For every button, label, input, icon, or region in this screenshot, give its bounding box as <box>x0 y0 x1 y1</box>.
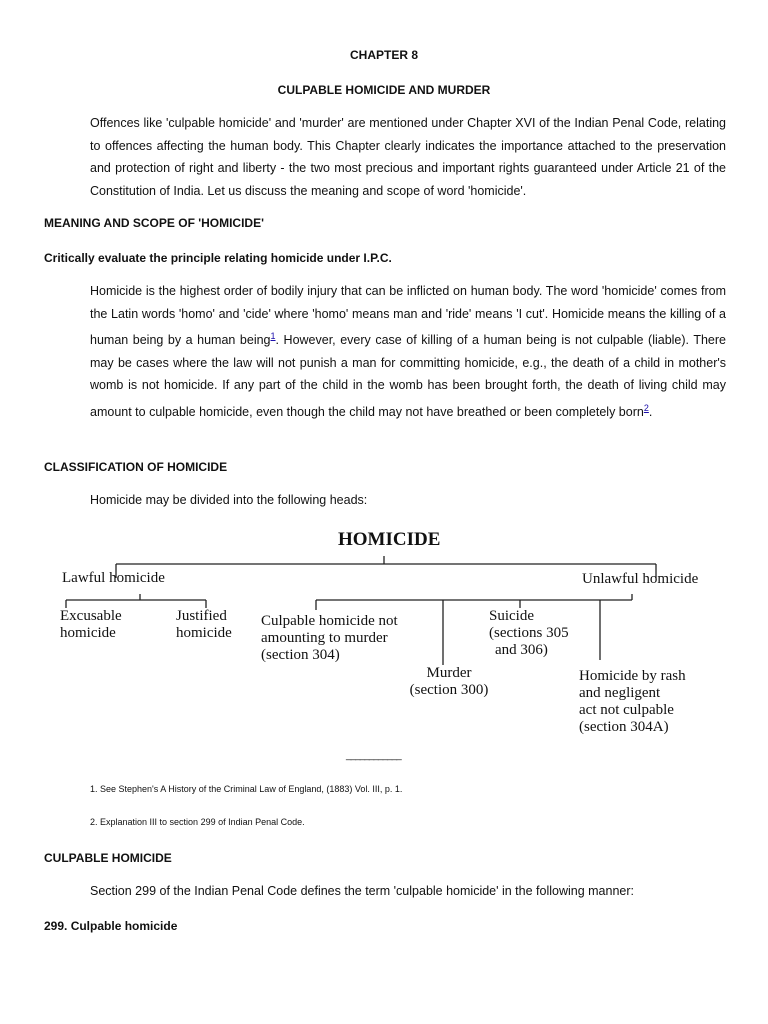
footnote-1: 1. See Stephen's A History of the Criminal Law of England, (1883) Vol. III, p. 1. <box>90 784 403 794</box>
justified-line-2: homicide <box>176 625 232 641</box>
homicide-text-b: . However, every case of killing of a human being is not culpable (liable). There may be cases where the law will not punish a man for committing homicide, e.g., the death of a child in mother's womb is not homicide. If any part of the child in the womb has been brought forth, the death of living child may amount to culpable homicide, even though the child may not have breathed or been completely born <box>90 333 726 419</box>
excusable-line-1: Excusable <box>60 608 122 624</box>
question-heading: Critically evaluate the principle relating homicide under I.P.C. <box>44 251 392 265</box>
rash-line-3: act not culpable <box>579 702 674 718</box>
diagram-lawful-homicide: Lawful homicide <box>62 570 165 586</box>
suicide-line-2: (sections 305 <box>489 625 569 641</box>
diagram-justified-homicide <box>176 608 232 642</box>
footnote-link-1[interactable]: 1 <box>270 331 276 341</box>
homicide-paragraph <box>90 280 726 423</box>
intro-paragraph: Offences like 'culpable homicide' and 'murder' are mentioned under Chapter XVI of the Indian Penal Code, relating to offences affecting the human body. This Chapter clearly indicates the importance attached to the preservation and protection of right and liberty - the two most precious and important rights guaranteed under Article 21 of the Constitution of India. Let us discuss the meaning and scope of word 'homicide'. <box>90 116 726 198</box>
rash-line-2: and negligent <box>579 685 661 701</box>
diagram-suicide <box>489 608 569 659</box>
diagram-murder <box>406 665 492 699</box>
diagram-culpable-not-murder <box>261 613 398 664</box>
footnote-link-2[interactable]: 2 <box>643 402 649 413</box>
murder-line-2: (section 300) <box>409 682 489 698</box>
section-heading-classification: CLASSIFICATION OF HOMICIDE <box>44 460 228 474</box>
chapter-title: CULPABLE HOMICIDE AND MURDER <box>277 83 491 97</box>
murder-line-1: Murder <box>426 665 472 681</box>
culpable-intro: Section 299 of the Indian Penal Code defines the term 'culpable homicide' in the following manner: <box>90 884 635 898</box>
diagram-excusable-homicide <box>60 608 122 642</box>
rash-line-1: Homicide by rash <box>579 668 686 684</box>
excusable-line-2: homicide <box>60 625 116 641</box>
culpable-line-1: Culpable homicide not <box>261 613 398 629</box>
suicide-line-3: and 306) <box>495 642 548 658</box>
homicide-classification-diagram <box>0 520 768 750</box>
homicide-text-a: Homicide is the highest order of bodily injury that can be inflicted on human body. The word 'homicide' comes from the Latin words 'homo' and 'cide' where 'homo' means man and 'ride' means 'I cut'. Homicide means the killing of a human being by a human being <box>90 284 726 348</box>
rash-line-4: (section 304A) <box>579 719 669 735</box>
suicide-line-1: Suicide <box>489 608 534 624</box>
chapter-number: CHAPTER 8 <box>349 48 418 62</box>
diagram-unlawful-homicide: Unlawful homicide <box>582 571 699 587</box>
section-heading-meaning: MEANING AND SCOPE OF 'HOMICIDE' <box>44 216 264 230</box>
justified-line-1: Justified <box>176 608 227 624</box>
section-299-heading: 299. Culpable homicide <box>44 919 178 933</box>
section-heading-culpable: CULPABLE HOMICIDE <box>44 851 172 865</box>
footnote-2: 2. Explanation III to section 299 of Indian Penal Code. <box>90 817 305 827</box>
footnote-separator: ____________ <box>346 750 401 761</box>
culpable-line-2: amounting to murder <box>261 630 388 646</box>
culpable-line-3: (section 304) <box>261 647 340 663</box>
diagram-rash-negligent <box>579 668 686 736</box>
classification-intro: Homicide may be divided into the following heads: <box>90 493 368 507</box>
homicide-text-c: . <box>648 404 653 419</box>
diagram-root-homicide: HOMICIDE <box>338 529 441 550</box>
